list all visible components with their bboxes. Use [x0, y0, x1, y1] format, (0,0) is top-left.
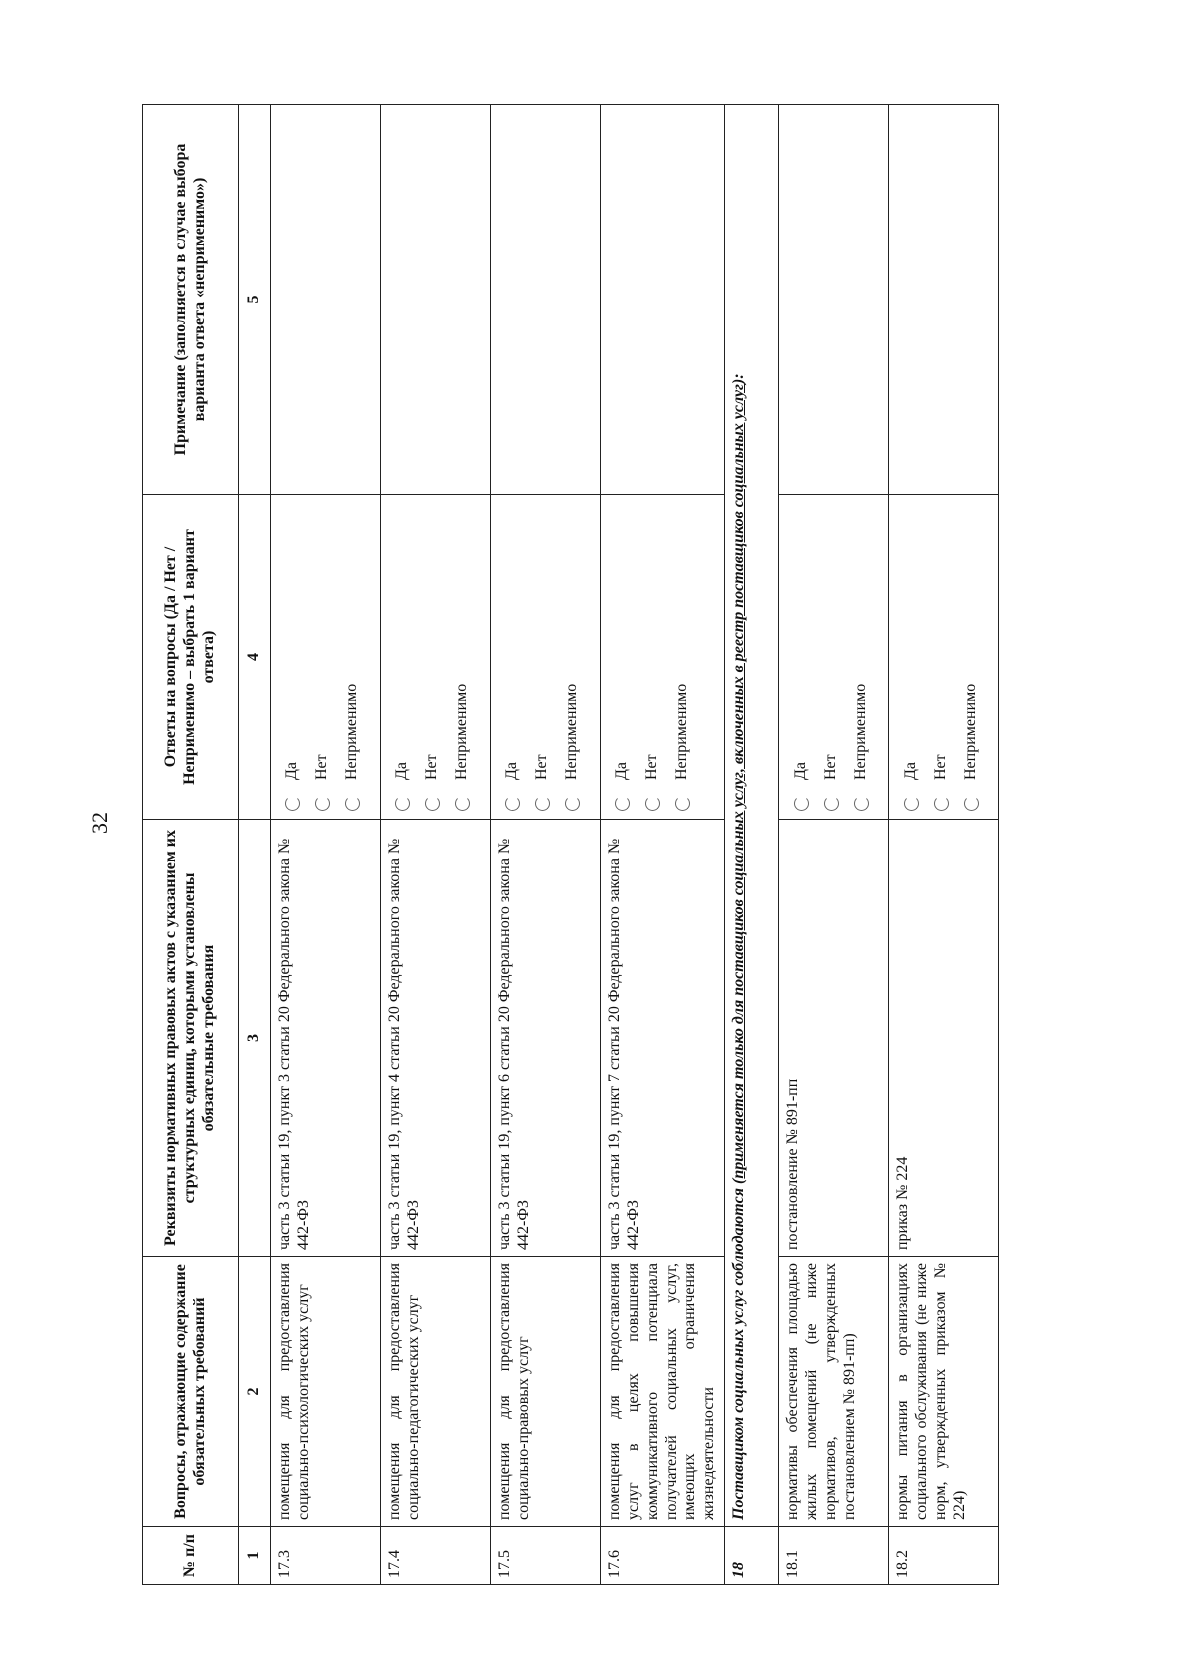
row-reference: часть 3 статьи 19, пункт 4 статьи 20 Федерального закона № 442-ФЗ: [380, 820, 490, 1257]
section-text-start: Поставщиком социальных услуг соблюдаются (: [730, 1178, 748, 1520]
table-header-row: [143, 105, 239, 1585]
row-question: помещения для предоставления услуг в целях повышения коммуникативного потенциала получателей социальных услуг, имеющих ограничения жизнедеятельности: [600, 1257, 724, 1527]
radio-icon[interactable]: [455, 796, 470, 811]
radio-icon[interactable]: [535, 796, 550, 811]
answer-option-no[interactable]: [816, 501, 846, 811]
row-answers: [779, 495, 889, 820]
radio-icon[interactable]: [645, 796, 660, 811]
row-answers: [270, 495, 380, 820]
answer-option-na[interactable]: [448, 501, 478, 811]
radio-icon[interactable]: [425, 796, 440, 811]
section-text-end: ):: [730, 373, 748, 385]
rotated-table-container: [142, 105, 1072, 1585]
row-note[interactable]: [490, 105, 600, 495]
header-answers: Ответы на вопросы (Да / Нет / Неприменимо – выбрать 1 вариант ответа): [143, 495, 239, 820]
row-answers: [889, 495, 999, 820]
row-question: помещения для предоставления социально-правовых услуг: [490, 1257, 600, 1527]
row-reference: постановление № 891-пп: [779, 820, 889, 1257]
answer-option-na[interactable]: [558, 501, 588, 811]
table-row: [600, 105, 724, 1585]
answer-option-yes[interactable]: [278, 501, 308, 811]
answer-label: Да: [901, 761, 919, 780]
section-row: [725, 105, 779, 1585]
answer-label: Да: [393, 761, 411, 780]
answer-option-na[interactable]: [338, 501, 368, 811]
row-note[interactable]: [600, 105, 724, 495]
row-question: нормативы обеспечения площадью жилых помещений (не ниже нормативов, утвержденных постановлением № 891-пп): [779, 1257, 889, 1527]
table-row: [779, 105, 889, 1585]
answer-label: Нет: [931, 754, 949, 780]
answer-option-yes[interactable]: [498, 501, 528, 811]
radio-icon[interactable]: [345, 796, 360, 811]
answer-label: Нет: [423, 754, 441, 780]
answer-label: Неприменимо: [851, 683, 869, 780]
row-reference: часть 3 статьи 19, пункт 6 статьи 20 Федерального закона № 442-ФЗ: [490, 820, 600, 1257]
answer-option-yes[interactable]: [388, 501, 418, 811]
table-row: [490, 105, 600, 1585]
answer-label: Неприменимо: [453, 683, 471, 780]
radio-icon[interactable]: [285, 796, 300, 811]
radio-icon[interactable]: [395, 796, 410, 811]
radio-icon[interactable]: [934, 796, 949, 811]
header-question: Вопросы, отражающие содержание обязательных требований: [143, 1257, 239, 1527]
radio-icon[interactable]: [565, 796, 580, 811]
row-answers: [490, 495, 600, 820]
answer-option-na[interactable]: [956, 501, 986, 811]
row-question: помещения для предоставления социально-психологических услуг: [270, 1257, 380, 1527]
row-reference: приказ № 224: [889, 820, 999, 1257]
section-number: 18: [725, 1527, 779, 1585]
header-note: Примечание (заполняется в случае выбора варианта ответа «неприменимо»): [143, 105, 239, 495]
row-note[interactable]: [779, 105, 889, 495]
answer-label: Нет: [643, 754, 661, 780]
column-number: 4: [239, 495, 271, 820]
column-number: 1: [239, 1527, 271, 1585]
answer-option-no[interactable]: [308, 501, 338, 811]
radio-icon[interactable]: [854, 796, 869, 811]
row-number: 17.4: [380, 1527, 490, 1585]
column-number: 3: [239, 820, 271, 1257]
radio-icon[interactable]: [794, 796, 809, 811]
answer-label: Нет: [533, 754, 551, 780]
row-answers: [600, 495, 724, 820]
answer-label: Неприменимо: [343, 683, 361, 780]
row-reference: часть 3 статьи 19, пункт 7 статьи 20 Федерального закона № 442-ФЗ: [600, 820, 724, 1257]
table-row: [380, 105, 490, 1585]
answer-label: Да: [503, 761, 521, 780]
answer-option-no[interactable]: [926, 501, 956, 811]
answer-option-no[interactable]: [528, 501, 558, 811]
answer-label: Да: [791, 761, 809, 780]
table-row: [270, 105, 380, 1585]
answer-label: Нет: [821, 754, 839, 780]
page-number: 32: [87, 812, 112, 834]
header-reference: Реквизиты нормативных правовых актов с указанием их структурных единиц, которыми установлены обязательные требования: [143, 820, 239, 1257]
answer-option-no[interactable]: [418, 501, 448, 811]
column-number: 5: [239, 105, 271, 495]
column-number: 2: [239, 1257, 271, 1527]
table-row: [889, 105, 999, 1585]
radio-icon[interactable]: [824, 796, 839, 811]
row-number: 17.6: [600, 1527, 724, 1585]
column-number-row: [239, 105, 271, 1585]
row-question: нормы питания в организациях социального обслуживания (не ниже норм, утвержденных приказом № 224): [889, 1257, 999, 1527]
row-number: 17.5: [490, 1527, 600, 1585]
radio-icon[interactable]: [904, 796, 919, 811]
answer-option-yes[interactable]: [786, 501, 816, 811]
section-text-underlined: применяется только для поставщиков социальных услуг, включенных в реестр поставщиков социальных услуг: [730, 384, 748, 1179]
answer-option-yes[interactable]: [608, 501, 638, 811]
answer-option-na[interactable]: [668, 501, 698, 811]
answer-label: Неприменимо: [673, 683, 691, 780]
answer-option-yes[interactable]: [896, 501, 926, 811]
answer-label: Неприменимо: [961, 683, 979, 780]
radio-icon[interactable]: [615, 796, 630, 811]
row-note[interactable]: [380, 105, 490, 495]
row-note[interactable]: [889, 105, 999, 495]
radio-icon[interactable]: [964, 796, 979, 811]
section-title: [725, 105, 779, 1527]
row-number: 18.2: [889, 1527, 999, 1585]
header-num: № п/п: [143, 1527, 239, 1585]
answer-option-na[interactable]: [846, 501, 876, 811]
radio-icon[interactable]: [505, 796, 520, 811]
answer-label: Да: [613, 761, 631, 780]
requirements-table: [142, 104, 999, 1585]
answer-option-no[interactable]: [638, 501, 668, 811]
answer-label: Да: [283, 761, 301, 780]
row-reference: часть 3 статьи 19, пункт 3 статьи 20 Федерального закона № 442-ФЗ: [270, 820, 380, 1257]
row-number: 18.1: [779, 1527, 889, 1585]
row-note[interactable]: [270, 105, 380, 495]
answer-label: Нет: [313, 754, 331, 780]
radio-icon[interactable]: [675, 796, 690, 811]
row-answers: [380, 495, 490, 820]
answer-label: Неприменимо: [563, 683, 581, 780]
row-number: 17.3: [270, 1527, 380, 1585]
radio-icon[interactable]: [315, 796, 330, 811]
row-question: помещения для предоставления социально-педагогических услуг: [380, 1257, 490, 1527]
